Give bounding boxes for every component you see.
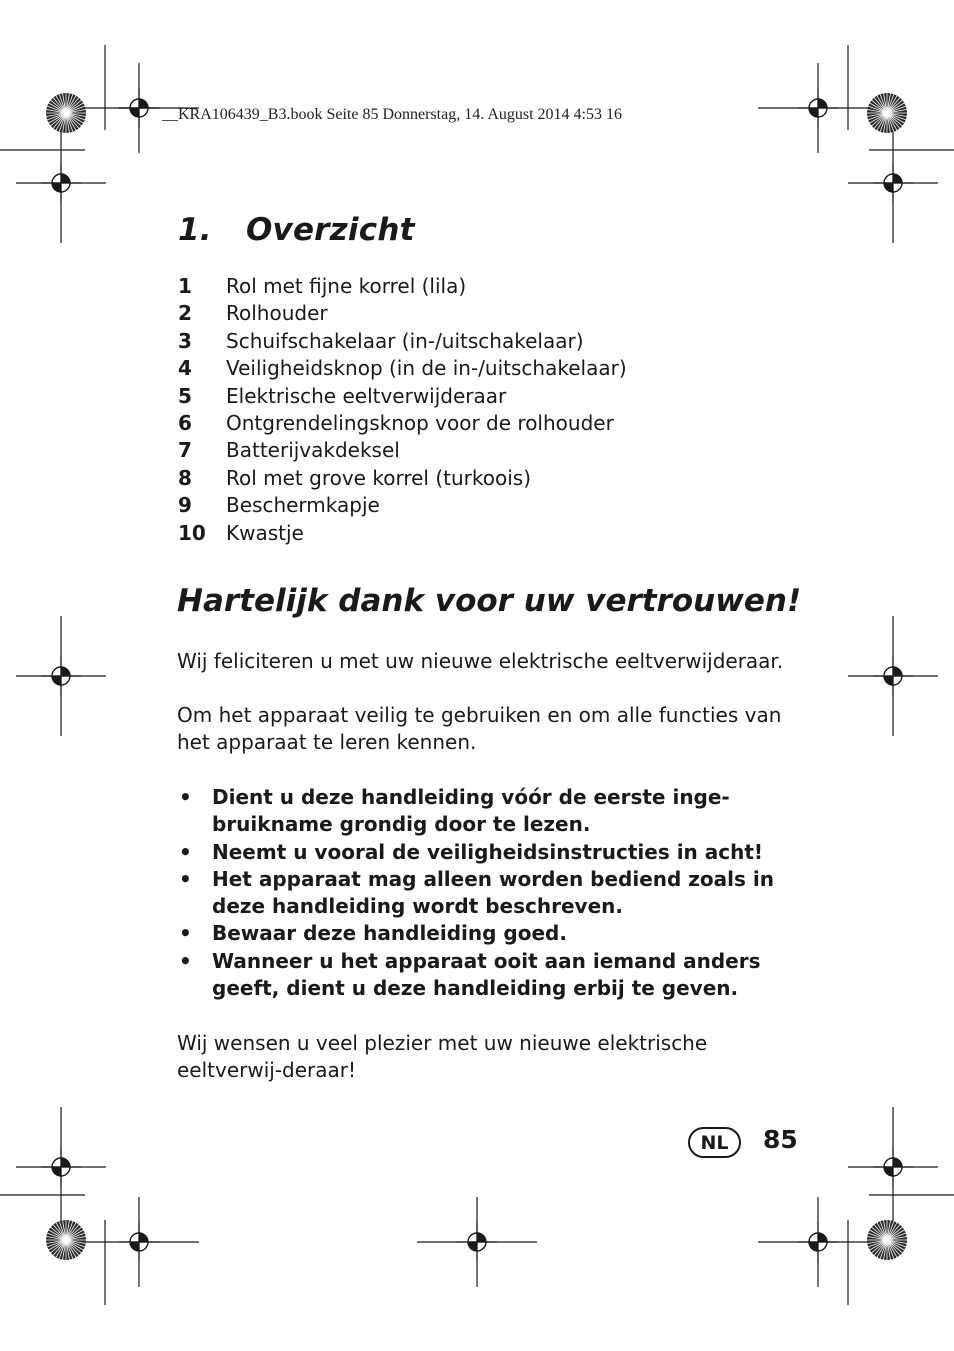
instruction-text: Het apparaat mag alleen worden bediend zoals in deze handleiding wordt beschreven. [212,866,774,919]
part-label: Rolhouder [226,301,328,326]
instruction-item [177,948,797,1003]
part-label: Veiligheidsknop (in de in-/uitschakelaar) [226,356,627,381]
section-heading [178,212,415,248]
part-number: 3 [178,328,192,353]
purpose-paragraph: Om het apparaat veilig te gebruiken en om alle functies van het apparaat te leren kennen. [177,703,782,754]
parts-list-item [178,465,627,492]
parts-list-item [178,492,627,519]
part-label: Beschermkapje [226,493,380,518]
thanks-heading: Hartelijk dank voor uw vertrouwen! [177,583,802,619]
instruction-text: Bewaar deze handleiding goed. [212,921,567,946]
parts-list-item [178,410,627,437]
bullet-icon: • [179,921,192,946]
instruction-item [177,866,797,921]
part-number: 1 [178,274,192,298]
instruction-item [177,920,797,947]
bullet-icon: • [179,785,192,809]
part-number: 8 [178,465,192,490]
instruction-text: Wanneer u het apparaat ooit aan iemand anders geeft, dient u deze handleiding erbij te geven. [212,948,761,1001]
instruction-text: Dient u deze handleiding vóór de eerste inge-bruikname grondig door te lezen. [212,785,730,837]
part-label: Rol met grove korrel (turkoois) [226,465,531,490]
bullet-icon: • [179,948,192,973]
part-label: Elektrische eeltverwijderaar [226,383,507,408]
part-number: 5 [178,383,192,408]
instruction-text: Neemt u vooral de veiligheidsinstructies in acht! [212,839,764,864]
intro-paragraph: Wij feliciteren u met uw nieuwe elektrische eeltverwijderaar. [177,649,784,673]
parts-list-item [178,273,627,300]
parts-list-item [178,355,627,382]
part-number: 4 [178,356,192,381]
section-number: 1. [178,212,212,248]
part-label: Batterijvakdeksel [226,438,400,463]
instructions-list [177,784,797,1002]
section-title: Overzicht [246,212,415,248]
page-number: 85 [763,1125,798,1154]
part-number: 9 [178,493,192,518]
parts-list [178,273,627,547]
part-label: Kwastje [226,520,304,545]
parts-list-item [178,328,627,355]
part-number: 10 [178,520,206,545]
bullet-icon: • [179,839,192,864]
language-badge: NL [688,1127,741,1158]
bullet-icon: • [179,866,192,891]
part-label: Schuifschakelaar (in-/uitschakelaar) [226,328,584,353]
part-label: Rol met fijne korrel (lila) [226,274,467,298]
parts-list-item [178,383,627,410]
part-number: 7 [178,438,192,463]
instruction-item [177,784,797,839]
closing-paragraph: Wij wensen u veel plezier met uw nieuwe elektrische eeltverwij-deraar! [177,1031,708,1082]
print-file-header: __KRA106439_B3.book Seite 85 Donnerstag, 14. August 2014 4:53 16 [162,106,622,123]
parts-list-item [178,520,627,547]
part-number: 6 [178,410,192,435]
parts-list-item [178,437,627,464]
parts-list-item [178,300,627,327]
instruction-item [177,839,797,866]
part-number: 2 [178,301,192,326]
part-label: Ontgrendelingsknop voor de rolhouder [226,410,614,435]
